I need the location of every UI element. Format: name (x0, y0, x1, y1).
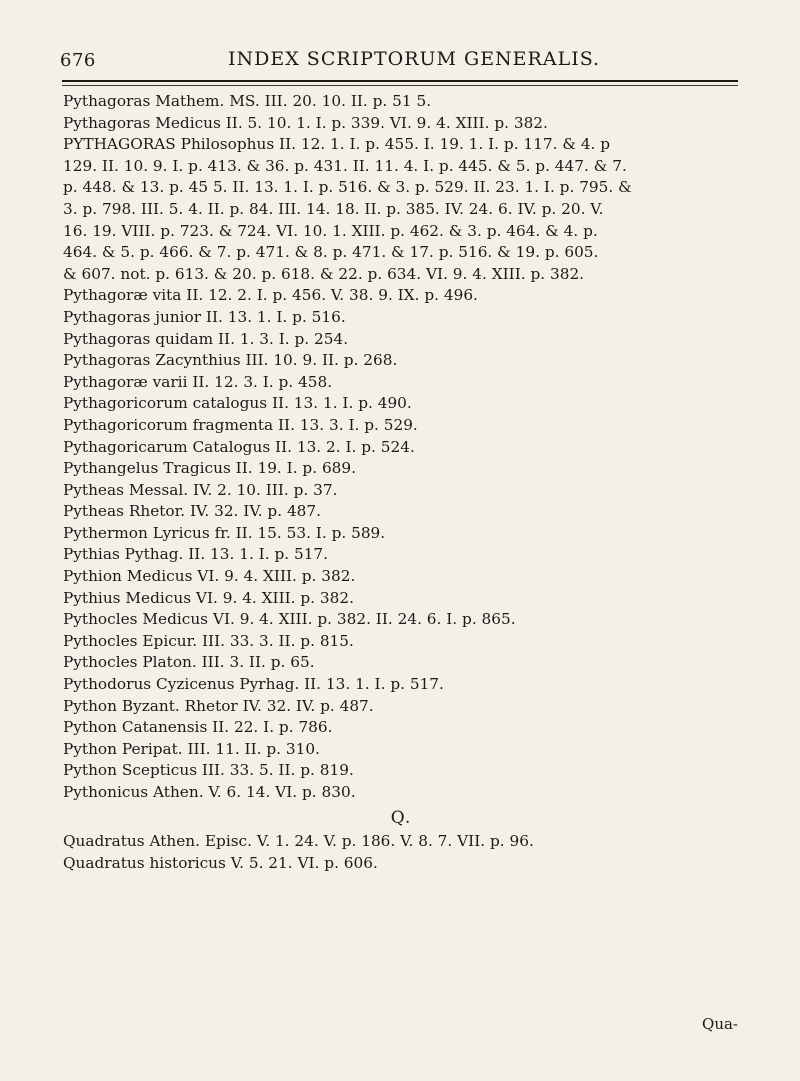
index-entry: Pythagoricarum Catalogus II. 13. 2. I. p. 524. (63, 437, 415, 456)
index-entry: Python Catanensis II. 22. I. p. 786. (63, 718, 333, 737)
index-entry-continuation: 16. 19. VIII. p. 723. & 724. VI. 10. 1. XIII. p. 462. & 3. p. 464. & 4. p. (63, 221, 598, 240)
index-entry: Pythius Medicus VI. 9. 4. XIII. p. 382. (63, 588, 354, 607)
running-title: INDEX SCRIPTORUM GENERALIS. (228, 48, 601, 70)
index-entry: Pythocles Medicus VI. 9. 4. XIII. p. 382. II. 24. 6. I. p. 865. (63, 610, 516, 629)
index-entry: Pythagoricorum fragmenta II. 13. 3. I. p. 529. (63, 415, 418, 434)
index-entry: Pythocles Platon. III. 3. II. p. 65. (63, 653, 315, 672)
index-entry: Pythagoræ varii II. 12. 3. I. p. 458. (63, 372, 333, 391)
index-entry-continuation: 3. p. 798. III. 5. 4. II. p. 84. III. 14. 18. II. p. 385. IV. 24. 6. IV. p. 20. V. (63, 199, 604, 218)
index-entry: Python Peripat. III. 11. II. p. 310. (63, 739, 320, 758)
index-entry: Pythagoricorum catalogus II. 13. 1. I. p. 490. (63, 394, 412, 413)
index-entries (63, 91, 739, 874)
index-entry-continuation: 464. & 5. p. 466. & 7. p. 471. & 8. p. 471. & 17. p. 516. & 19. p. 605. (63, 243, 599, 262)
index-entry: Pythagoras quidam II. 1. 3. I. p. 254. (63, 329, 349, 348)
index-entry: Pytheas Messal. IV. 2. 10. III. p. 37. (63, 480, 338, 499)
index-entry: Pythagoras Mathem. MS. III. 20. 10. II. p. 51 5. (63, 92, 432, 110)
index-entry: Pythagoras Zacynthius III. 10. 9. II. p. 268. (63, 351, 398, 370)
header-rule-thick (62, 80, 738, 82)
index-entry: Python Scepticus III. 33. 5. II. p. 819. (63, 761, 354, 780)
header-rule-thin (62, 85, 738, 86)
page-number: 676 (60, 50, 96, 71)
index-entry: Pythermon Lyricus fr. II. 15. 53. I. p. 589. (63, 523, 386, 542)
index-entry: Quadratus Athen. Episc. V. 1. 24. V. p. 186. V. 8. 7. VII. p. 96. (63, 832, 534, 851)
index-entry-continuation: & 607. not. p. 613. & 20. p. 618. & 22. p. 634. VI. 9. 4. XIII. p. 382. (63, 264, 585, 283)
catchword: Qua- (702, 1015, 738, 1033)
index-entry: Pythagoræ vita II. 12. 2. I. p. 456. V. 38. 9. IX. p. 496. (63, 286, 478, 305)
index-entry: Pythias Pythag. II. 13. 1. I. p. 517. (63, 545, 329, 564)
section-letter-heading: Q. (390, 807, 412, 828)
index-entry-continuation: 129. II. 10. 9. I. p. 413. & 36. p. 431. II. 11. 4. I. p. 445. & 5. p. 447. & 7. (63, 156, 627, 175)
index-entry: Python Byzant. Rhetor IV. 32. IV. p. 487. (63, 696, 374, 715)
index-entry: Pythagoras Medicus II. 5. 10. 1. I. p. 339. VI. 9. 4. XIII. p. 382. (63, 113, 548, 132)
index-entry: Pythonicus Athen. V. 6. 14. VI. p. 830. (63, 783, 356, 801)
index-entry: PYTHAGORAS Philosophus II. 12. 1. I. p. 455. I. 19. 1. I. p. 117. & 4. p (63, 135, 611, 154)
index-entry-continuation: p. 448. & 13. p. 45 5. II. 13. 1. I. p. 516. & 3. p. 529. II. 23. 1. I. p. 795. & (63, 178, 632, 197)
index-entry: Quadratus historicus V. 5. 21. VI. p. 606. (63, 853, 378, 872)
index-entry: Pytheas Rhetor. IV. 32. IV. p. 487. (63, 502, 321, 521)
page-header (60, 46, 740, 76)
index-entry: Pythocles Epicur. III. 33. 3. II. p. 815. (63, 631, 354, 650)
index-entry: Pythagoras junior II. 13. 1. I. p. 516. (63, 307, 346, 326)
index-entry: Pythion Medicus VI. 9. 4. XIII. p. 382. (63, 567, 356, 586)
index-entry: Pythangelus Tragicus II. 19. I. p. 689. (63, 459, 357, 478)
index-entry: Pythodorus Cyzicenus Pyrhag. II. 13. 1. I. p. 517. (63, 675, 444, 694)
